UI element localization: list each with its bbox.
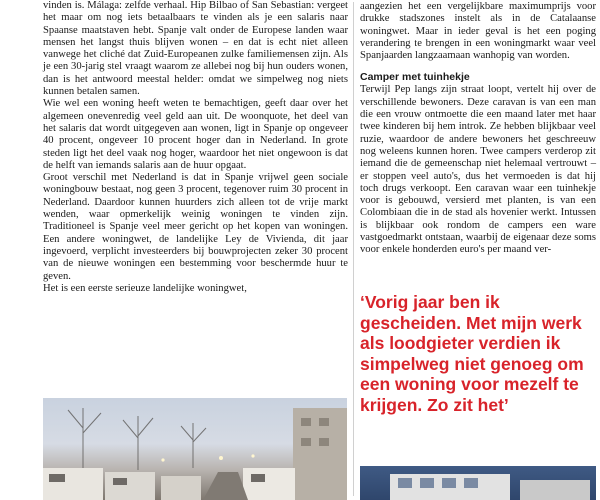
building-illustration xyxy=(360,466,596,500)
campers-illustration xyxy=(43,398,347,500)
paragraph: Groot verschil met Nederland is dat in Spanje vrijwel geen sociale woningbouw bestaat, nog geen 3 procent, tegenover ruim 30 procent in Nederland. Daardoor kunnen huurders zich alleen tot de vrije markt wenden, waar opmerkelijk weinig woningen te vinden zijn. Traditioneel is Spanje veel meer gericht op het kopen van woningen. Een andere woningwet, de landelijke Ley de Vivienda, dit jaar ingevoerd, verplicht investeerders bij bouwprojecten zeker 30 procent van de nieuwe woningen een bestemming voor beschermde huur te geven. xyxy=(43,172,348,282)
paragraph: Het is een eerste serieuze landelijke woningwet, xyxy=(43,282,247,294)
paragraph: aangezien het een vergelijkbare maximumprijs voor drukke stadszones instelt als in de Catalaanse woningwet. Maar in ieder geval is het een poging verandering te brengen in een woningmarkt waar veel Spanjaarden langzaamaan wanhopig van worden. xyxy=(360,1,596,62)
pull-quote: ‘Vorig jaar ben ik gescheiden. Met mijn werk als loodgieter verdien ik simpelweg niet genoeg om een woning voor mezelf te krijgen. Zo zit het’ xyxy=(360,292,584,415)
right-text-column xyxy=(360,0,596,257)
street-campers-photo xyxy=(43,398,347,500)
column-divider xyxy=(353,2,354,496)
paragraph: vinden is. Málaga: zelfde verhaal. Hip Bilbao of San Sebastian: vergeet het maar om nog iets betaalbaars te vinden als je een salaris naar Spaanse maatstaven hebt. Spanje valt onder de Europese landen waar mensen het langst thuis blijven wonen – en dat is echt niet alleen vanwege het cliché dat Zuid-Europeanen zulke familiemensen zijn. Als je een 30-jarig stel vraagt waarom ze allebei nog bij hun ouders wonen, dan is het antwoord meestal helder: omdat we simpelweg nog niets kunnen betalen samen. xyxy=(43,0,348,98)
section-subheading: Camper met tuinhekje xyxy=(360,71,470,84)
paragraph: Terwijl Pep langs zijn straat loopt, vertelt hij over de verschillende bewoners. Deze caravan is van een man die een vrouw ontmoette die een maand later met haar twee kinderen bij hem introk. Ze hebben blijkbaar veel ruzie, waardoor de andere bewoners het geschreeuw nog weleens kunnen horen. Twee campers verderop zit iemand die de gemeenschap niet helemaal vertrouwt – er stoppen veel auto's, dus het vermoeden is dat hij toch drugs verkoopt. Een caravan waar een tuinhekje voor is gebouwd, versierd met planten, is van een Colombiaan die in de stad als hovenier werkt. Intussen is blijkbaar ook rondom de campers een ware vastgoedmarkt ontstaan, waarbij de eigenaar deze soms voor enkele honderden euro's per maand ver- xyxy=(360,84,596,256)
building-photo xyxy=(360,466,596,500)
paragraph: Wie wel een woning heeft weten te bemachtigen, geeft daar over het algemeen onevenredig veel geld aan uit. De woonquote, het deel van het salaris dat wordt uitgegeven aan wonen, ligt in Spanje op ongeveer 40 procent, ongeveer 10 procent hoger dan in Nederland. In grote steden ligt het deel vaak nog hoger, waardoor het niet ongewoon is dat de helft van iemands salaris aan de huur opgaat. xyxy=(43,98,348,171)
left-text-column xyxy=(43,0,348,295)
